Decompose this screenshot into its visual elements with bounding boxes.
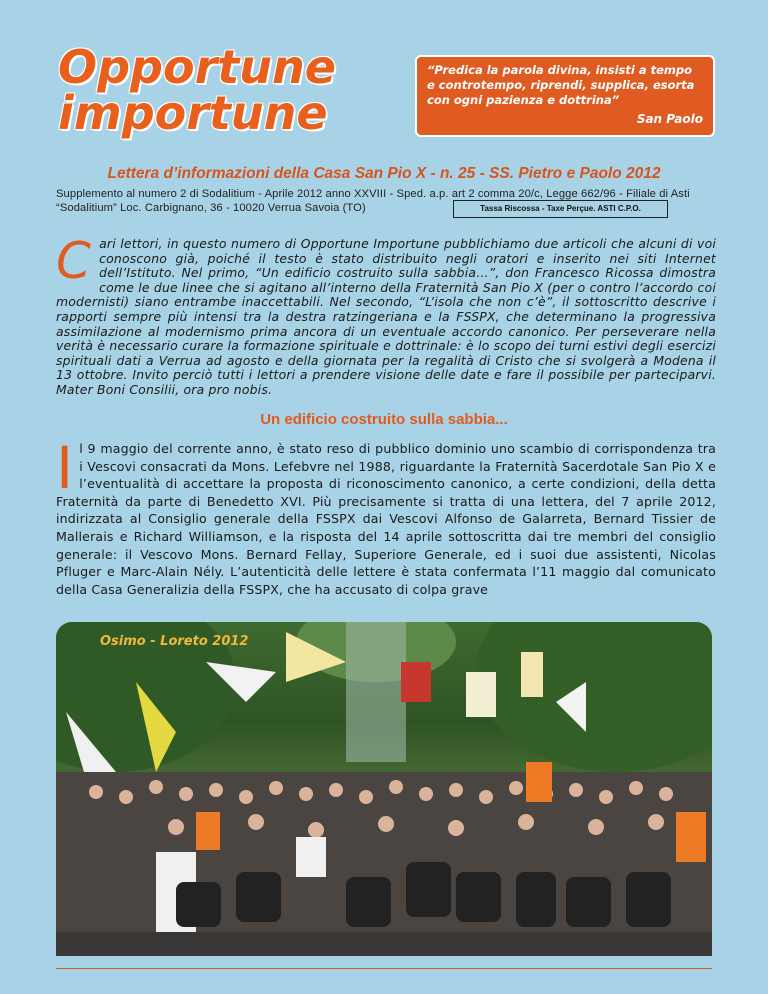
quote-author: San Paolo bbox=[636, 112, 703, 126]
article-text: l 9 maggio del corrente anno, è stato reso di pubblico dominio uno scambio di corrispondenza tra i Vescovi consacrati da Mons. Lefebvre nel 1988, riguardante la Fraternità Sacerdotale San Pio X e l’eventualità di accettare la proposta di riconoscimento canonico, a certe condizioni, della detta Fraternità da parte di Benedetto XVI. Più precisamente si tratta di una lettera, del 7 aprile 2012, indirizzata al Consiglio generale della FSSPX dai Vescovi Alfonso de Galarreta, Bernard Tissier de Mallerais e Richard Williamson, e la risposta del 14 aprile sottoscritta dai tre membri del consiglio generale: il Vescovo Mons. Bernard Fellay, Superiore Generale, ed i suoi due assistenti, Nicolas Pfluger e Marc-Alain Nély. L’autenticità delle lettere è stata confermata l’11 maggio dal comunicato della Casa Generalizia della FSSPX, che ha accusato di colpa grave bbox=[56, 441, 716, 597]
article-dropcap: I bbox=[56, 434, 74, 502]
quote-text: “Predica la parola divina, insisti a tempo e controtempo, riprendi, supplica, esorta con ogni pazienza e dottrina” bbox=[427, 63, 695, 107]
masthead-title bbox=[58, 40, 388, 140]
photo-caption: Osimo - Loreto 2012 bbox=[100, 634, 249, 649]
intro-dropcap: C bbox=[56, 232, 92, 290]
article-body bbox=[56, 434, 716, 598]
masthead-title-line2: importune bbox=[58, 86, 328, 140]
intro-paragraph bbox=[56, 232, 716, 398]
masthead-title-line1: Opportune bbox=[58, 40, 336, 94]
tax-box: Tassa Riscossa - Taxe Perçue. ASTI C.P.O. bbox=[453, 200, 668, 218]
group-photo bbox=[56, 622, 712, 956]
intro-text: ari lettori, in questo numero di Opportune Importune pubblichiamo due articoli che alcuni di voi conoscono già, poiché il testo è stato distribuito negli oratori e inserito nei siti Internet dell’Istituto. Nel primo, “Un edificio costruito sulla sabbia…”, don Francesco Ricossa dimostra come le due linee che si agitano all’interno della Fraternità San Pio X (per o contro l’accordo coi modernisti) siano entrambe inaccettabili. Nel secondo, “L’isola che non c’è”, il sottoscritto descrive i rapporti sempre più intensi tra la destra ratzingeriana e la FSSPX, che determinano la progressiva assimilazione al modernismo prima ancora di un eventuale accordo canonico. Per perseverare nella verità è necessario curare la formazione spirituale e dottrinale: è lo scopo dei turni estivi degli esercizi spirituali dati a Verrua ad agosto e della giornata per la regalità di Cristo che si svolgerà a Modena il 13 ottobre. Invito perciò tutti i lettori a prendere visione delle date e fare il possibile per parteciparvi. Mater Boni Consilii, ora pro nobis. bbox=[56, 236, 716, 397]
article-title: Un edificio costruito sulla sabbia... bbox=[260, 411, 508, 428]
bottom-divider bbox=[56, 968, 712, 969]
group-photo-illustration bbox=[56, 622, 712, 956]
supplement-info: Supplemento al numero 2 di Sodalitium - Aprile 2012 anno XXVIII - Sped. a.p. art 2 comma 20/c, Legge 662/96 - Filiale di Asti “Sodalitium” Loc. Carbignano, 36 - 10020 Verrua Savoia (TO) bbox=[56, 188, 690, 214]
quote-box bbox=[415, 55, 715, 137]
newsletter-subtitle: Lettera d’informazioni della Casa San Pio X - n. 25 - SS. Pietro e Paolo 2012 bbox=[107, 165, 661, 182]
